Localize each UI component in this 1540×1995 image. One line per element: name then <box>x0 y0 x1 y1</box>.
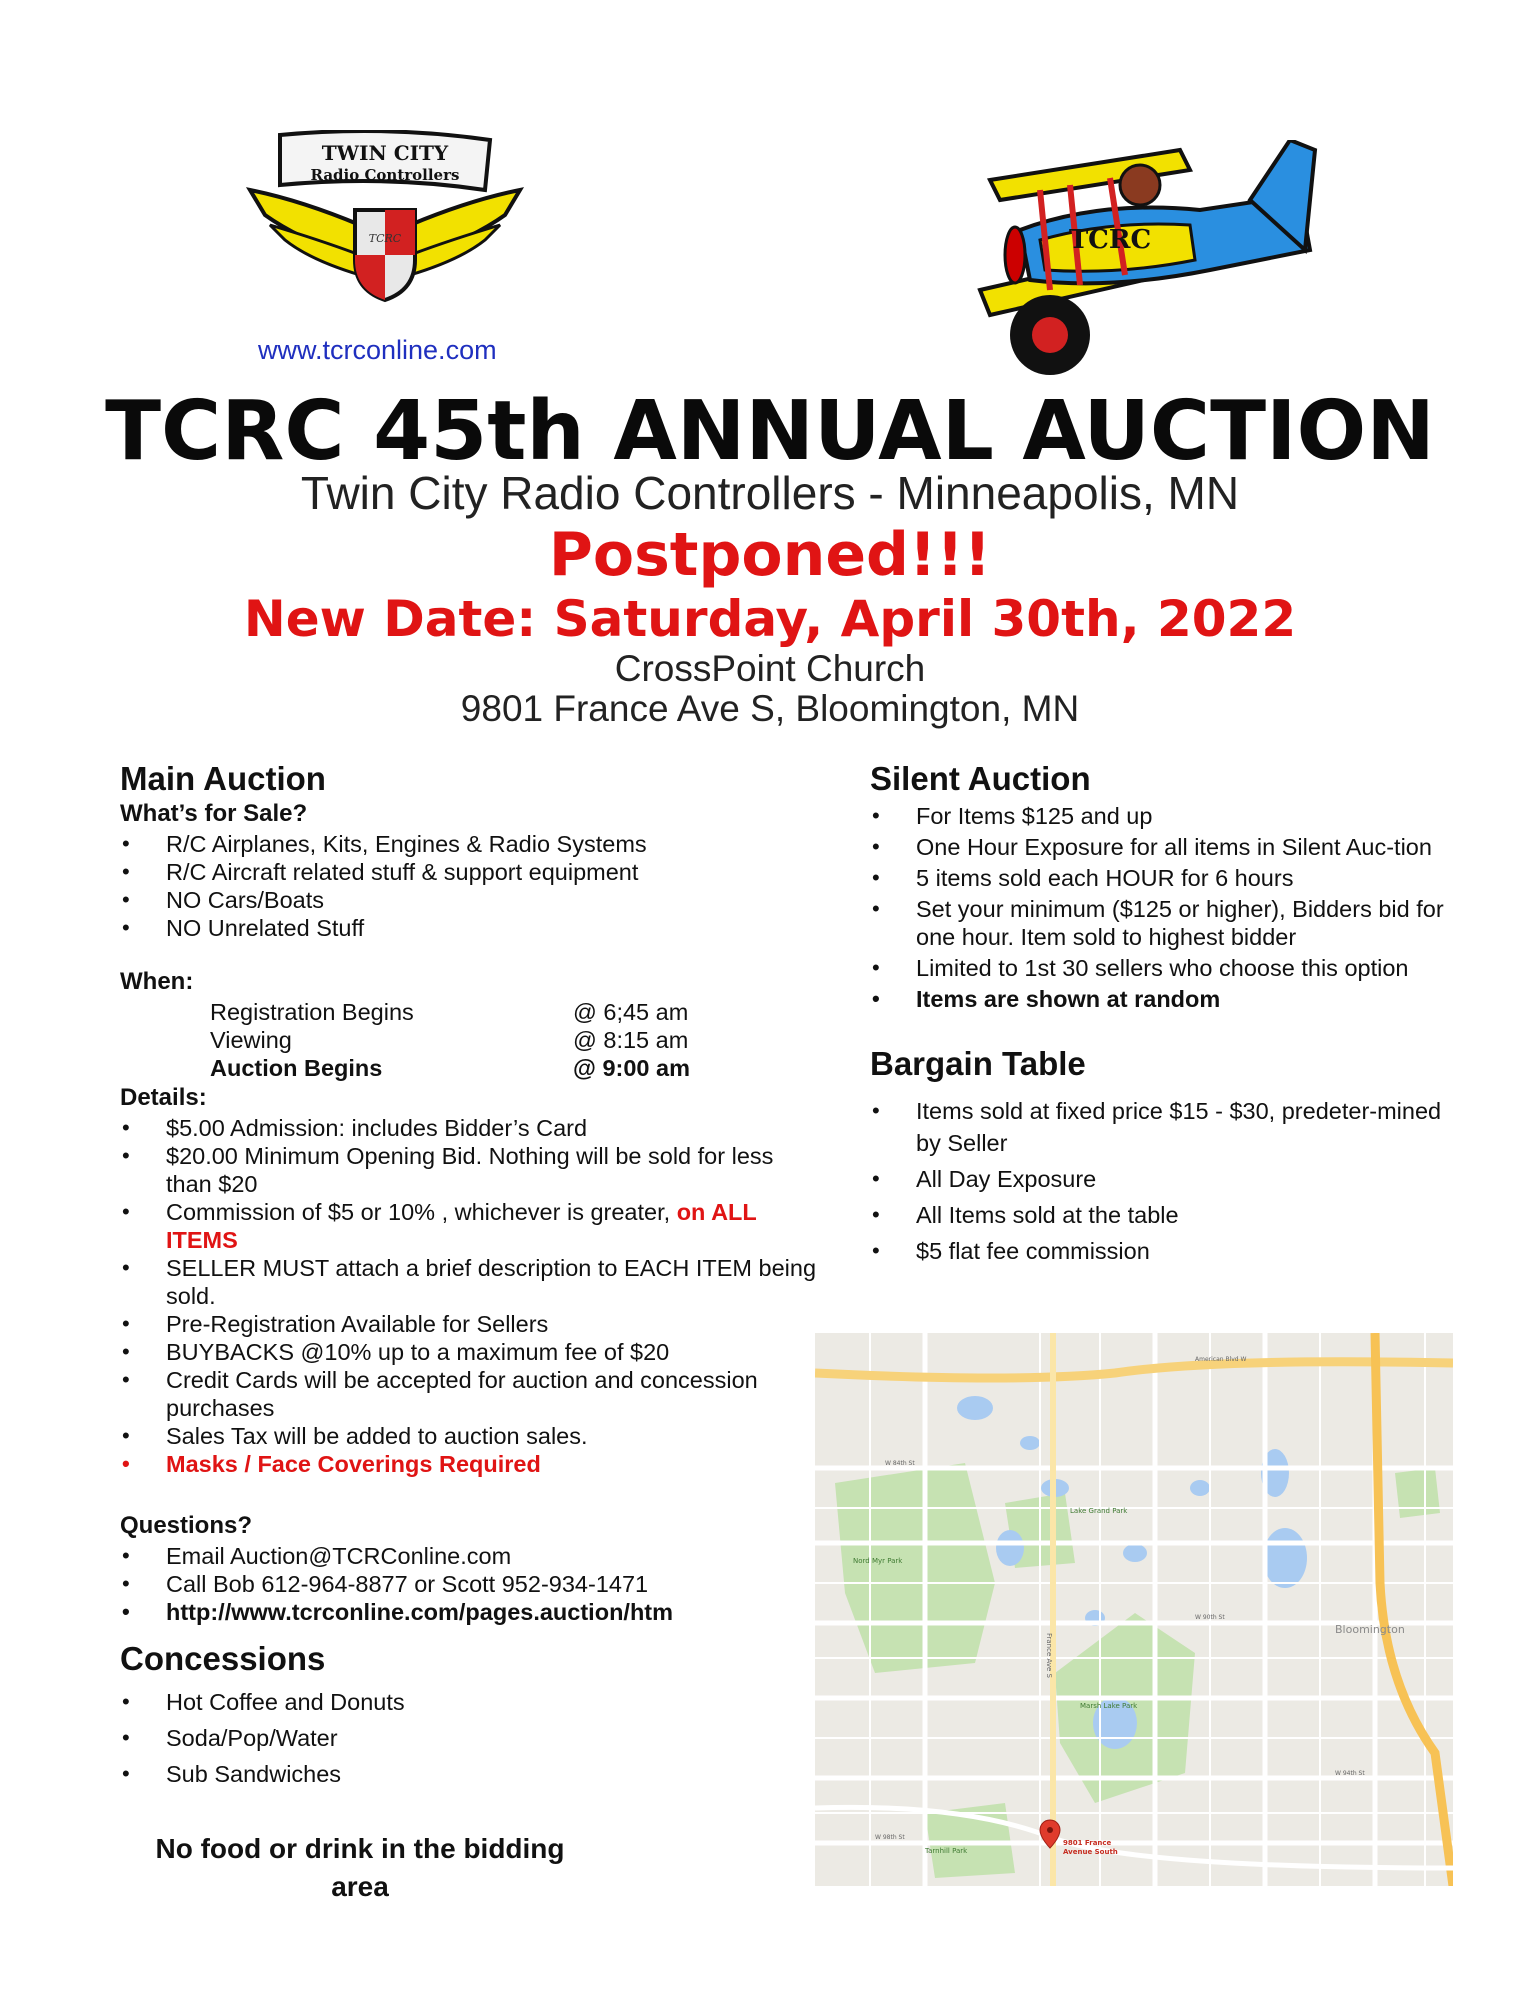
main-auction-heading: Main Auction <box>120 760 326 797</box>
logo-emblem-text: TCRC <box>368 232 402 245</box>
schedule-label: Viewing <box>210 1027 292 1053</box>
list-item: • All Day Exposure <box>870 1163 1470 1195</box>
list-item: • Sales Tax will be added to auction sales. <box>120 1422 820 1450</box>
logo-text-twin-city: TWIN CITY <box>321 141 449 165</box>
list-item: • Set your minimum ($125 or higher), Bidders bid for one hour. Item sold to highest bidder <box>870 895 1470 951</box>
list-item: • All Items sold at the table <box>870 1199 1470 1231</box>
schedule-time: @ 6;45 am <box>573 999 689 1025</box>
schedule-time: @ 8:15 am <box>573 1027 689 1053</box>
lake <box>1020 1436 1040 1450</box>
list-item: • Masks / Face Coverings Required <box>120 1450 820 1478</box>
list-item[interactable]: • Email Auction@TCRConline.com <box>120 1542 820 1570</box>
page-title: TCRC 45th ANNUAL AUCTION <box>105 384 1435 479</box>
map-label: W 84th St <box>885 1460 915 1467</box>
bargain-table-list <box>870 1095 1470 1267</box>
pin-label: 9801 France <box>1063 1839 1112 1847</box>
list-item: • R/C Aircraft related stuff & support equipment <box>120 858 820 886</box>
silent-auction-heading: Silent Auction <box>870 760 1091 797</box>
no-food-note-line1: No food or drink in the bidding <box>155 1833 565 1864</box>
website-link[interactable]: www.tcrconline.com <box>258 335 497 365</box>
lake <box>996 1530 1024 1566</box>
pin-label: Avenue South <box>1063 1848 1118 1856</box>
list-item: • R/C Airplanes, Kits, Engines & Radio Systems <box>120 830 820 858</box>
map-label: American Blvd W <box>1195 1356 1247 1363</box>
list-item: • Hot Coffee and Donuts <box>120 1684 820 1720</box>
commission-emphasis: on ALL ITEMS <box>166 1199 757 1253</box>
list-item: • NO Unrelated Stuff <box>120 914 820 942</box>
location-map[interactable] <box>815 1333 1453 1886</box>
list-item: • $20.00 Minimum Opening Bid. Nothing will be sold for less than $20 <box>120 1142 820 1198</box>
silent-auction-section <box>870 760 1470 1267</box>
map-label: Marsh Lake Park <box>1080 1702 1138 1710</box>
list-item: • Call Bob 612-964-8877 or Scott 952-934-1471 <box>120 1570 820 1598</box>
details-heading: Details: <box>120 1084 207 1111</box>
concessions-list <box>120 1684 820 1792</box>
bargain-table-heading: Bargain Table <box>870 1045 1086 1082</box>
venue-name: CrossPoint Church <box>614 648 926 689</box>
for-sale-heading: What’s for Sale? <box>120 800 308 827</box>
for-sale-list <box>120 830 820 942</box>
list-item: • BUYBACKS @10% up to a maximum fee of $20 <box>120 1338 820 1366</box>
list-item: • Items are shown at random <box>870 985 1470 1013</box>
list-item: • $5.00 Admission: includes Bidder’s Card <box>120 1114 820 1142</box>
list-item: • $5 flat fee commission <box>870 1235 1470 1267</box>
list-item <box>120 1198 820 1254</box>
schedule-label: Auction Begins <box>210 1055 383 1081</box>
no-food-note <box>120 1830 600 1906</box>
no-food-note-line2: area <box>331 1871 389 1902</box>
list-item: • For Items $125 and up <box>870 802 1470 830</box>
map-label: W 90th St <box>1195 1614 1225 1621</box>
commission-text: Commission of $5 or 10% , whichever is greater, <box>166 1199 677 1225</box>
list-item: • Sub Sandwiches <box>120 1756 820 1792</box>
questions-list <box>120 1542 820 1626</box>
map-label: France Ave S <box>1045 1633 1053 1678</box>
plane-text: TCRC <box>1068 225 1152 255</box>
map-label: Lake Grand Park <box>1070 1507 1128 1515</box>
list-item: • Credit Cards will be accepted for auction and concession purchases <box>120 1366 820 1422</box>
list-item: • Items sold at fixed price $15 - $30, predeter-mined by Seller <box>870 1095 1470 1159</box>
silent-auction-list <box>870 802 1470 1013</box>
schedule-table <box>120 998 820 1082</box>
list-item[interactable]: • http://www.tcrconline.com/pages.auction/htm <box>120 1598 820 1626</box>
map-label: Nord Myr Park <box>853 1557 903 1565</box>
main-auction-section <box>120 760 820 1792</box>
biplane-illustration <box>960 140 1340 380</box>
lake <box>1123 1544 1147 1562</box>
questions-heading: Questions? <box>120 1512 253 1539</box>
details-list <box>120 1114 820 1478</box>
list-item: • One Hour Exposure for all items in Silent Auc-tion <box>870 833 1470 861</box>
list-item: • Pre-Registration Available for Sellers <box>120 1310 820 1338</box>
list-item: • Soda/Pop/Water <box>120 1720 820 1756</box>
page-subtitle: Twin City Radio Controllers - Minneapolis, MN <box>300 467 1240 519</box>
schedule-label: Registration Begins <box>210 999 414 1025</box>
concessions-heading: Concessions <box>120 1640 326 1677</box>
park-area <box>1395 1468 1440 1518</box>
map-label: W 94th St <box>1335 1770 1365 1777</box>
lake <box>957 1396 993 1420</box>
new-date: New Date: Saturday, April 30th, 2022 <box>243 590 1297 648</box>
club-logo <box>240 130 530 305</box>
schedule-time: @ 9:00 am <box>573 1055 690 1081</box>
list-item: • Limited to 1st 30 sellers who choose this option <box>870 954 1470 982</box>
list-item: • SELLER MUST attach a brief description to EACH ITEM being sold. <box>120 1254 820 1310</box>
list-item: • 5 items sold each HOUR for 6 hours <box>870 864 1470 892</box>
logo-text-radio-controllers: Radio Controllers <box>310 166 460 184</box>
venue-address: 9801 France Ave S, Bloomington, MN <box>460 688 1080 729</box>
postponed-banner: Postponed!!! <box>548 520 992 590</box>
map-label: Bloomington <box>1335 1623 1405 1636</box>
when-heading: When: <box>120 968 194 995</box>
lake <box>1190 1480 1210 1496</box>
map-label: Tarnhill Park <box>925 1847 968 1855</box>
map-label: W 98th St <box>875 1834 905 1841</box>
lake <box>1263 1528 1307 1588</box>
list-item: • NO Cars/Boats <box>120 886 820 914</box>
